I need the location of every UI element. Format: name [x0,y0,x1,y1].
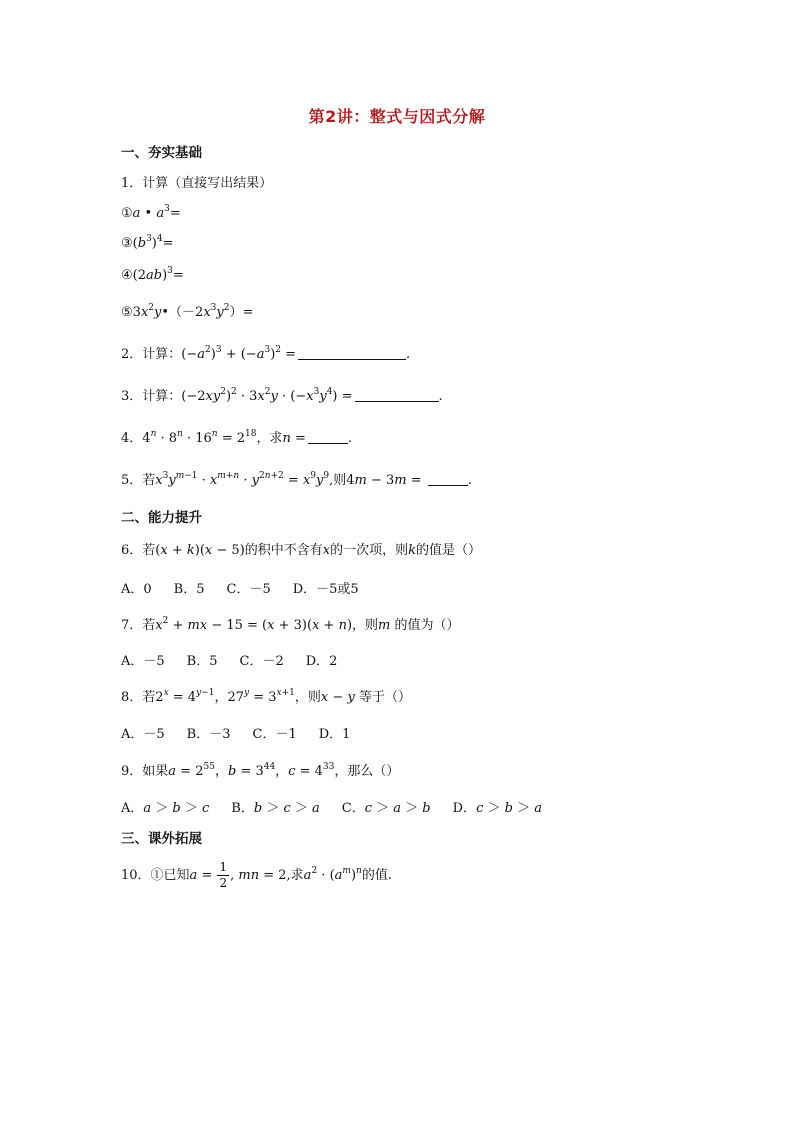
question-10: 10．①已知a = $\frac{1}{2}$ , mn = 2,求$a^2 \cdot (a^m)^n$的值. [121,860,392,890]
question-1-item-3: $③(b^3)^4=$ [121,234,174,251]
answer-blank[interactable] [308,429,348,444]
item-marker: ③ [121,236,133,251]
question-1-stem: 1．计算（直接写出结果） [121,176,273,191]
item-marker: ① [121,206,133,221]
question-7: 7．若$x^2$ + mx − 15 = (x + 3)(x + n)，则m 的值为（） [121,616,460,633]
question-3: 3．计算：$(-2xy^2)^2 \cdot 3x^2y \cdot (-x^3y^4)$ = . [121,387,443,404]
option-a[interactable]: A．0 [121,582,152,597]
question-2: 2．计算：$(-a^2)^3 + (-a^3)^2$ = . [121,345,411,362]
question-6: 6．若(x + k)(x − 5)的积中不含有x的一次项，则k的值是（） [121,543,482,558]
option-b[interactable]: B．5 [186,654,218,669]
section-heading-extension: 三、课外拓展 [121,831,202,847]
option-d[interactable]: D．2 [305,654,338,669]
fraction: $\frac{1}{2}$ [219,860,228,890]
option-b[interactable]: B．b ＞ c ＞ a [231,801,320,816]
option-b[interactable]: B．5 [173,582,205,597]
section-heading-basics: 一、夯实基础 [121,145,202,161]
answer-blank[interactable] [355,387,439,402]
option-d[interactable]: D．c ＞ b ＞ a [452,801,542,816]
question-4: 4．$4^n \cdot 8^n \cdot 16^n = 2^{18}$，求n = . [121,429,353,446]
item-marker: ⑤ [121,305,133,320]
question-9-options [121,799,564,819]
option-d[interactable]: D．1 [318,727,351,742]
question-1-item-5: $⑤3x^2y•(-2x^3y^2)=$ [121,303,254,320]
item-marker: ④ [121,268,133,283]
option-c[interactable]: C．－5 [226,582,271,597]
question-8-options [121,725,372,745]
question-9: 9．如果$a = 2^{55}$，$b = 3^{44}$，$c = 4^{33}$，那么（） [121,762,400,779]
answer-blank[interactable] [298,345,406,360]
option-a[interactable]: A．a ＞ b ＞ c [121,801,210,816]
option-c[interactable]: C．－2 [239,654,284,669]
question-5: 5．若$x^3y^{m-1} \cdot x^{m+n} \cdot y^{2n+2} = x^9y^9$,则4m − 3m = . [121,471,472,488]
section-heading-improvement: 二、能力提升 [121,510,202,526]
option-a[interactable]: A．－5 [121,727,165,742]
option-c[interactable]: C．c ＞ a ＞ b [341,801,431,816]
question-8: 8．若$2^x = 4^{y-1}$，$27^y = 3^{x+1}$，则x − y 等于（） [121,688,411,705]
option-b[interactable]: B．－3 [186,727,231,742]
option-c[interactable]: C．－1 [252,727,297,742]
question-1-item-4: $④(2ab)^3=$ [121,266,184,283]
answer-blank[interactable] [428,471,468,486]
question-7-options [121,652,359,672]
page-title: 第2讲：整式与因式分解 [308,107,486,126]
option-a[interactable]: A．－5 [121,654,165,669]
question-1-item-1: ①a • $a^3=$ [121,204,181,221]
option-d[interactable]: D．－5或5 [292,582,359,597]
question-6-options [121,580,381,600]
